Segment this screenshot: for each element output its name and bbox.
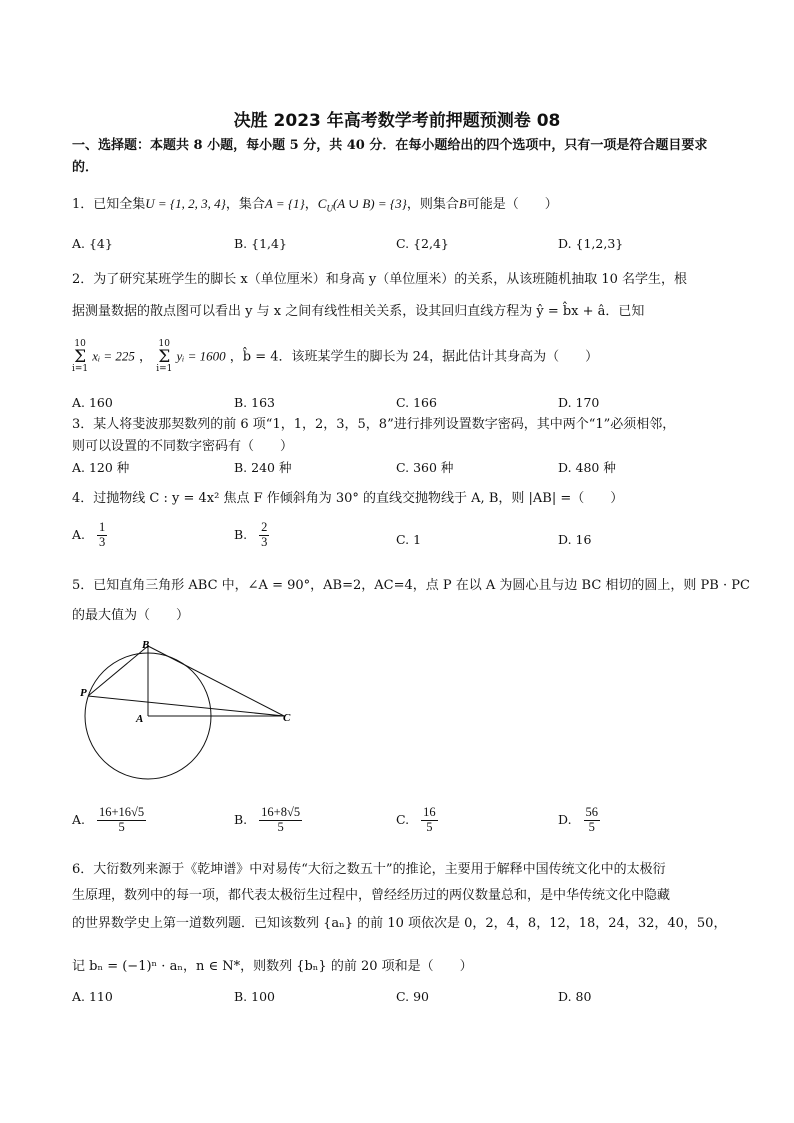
q1-set-u: U = {1, 2, 3, 4}: [145, 196, 226, 211]
q6-line-2: 生原理，数列中的每一项，都代表太极衍生过程中，曾经经历过的两仪数量总和，是中华传统文化中隐藏: [72, 888, 671, 903]
segment-bc: [148, 646, 284, 716]
sum-symbol: 10 Σ i=1: [156, 339, 173, 374]
q3-option-a[interactable]: A. 120 种: [72, 460, 130, 475]
sum-symbol: 10 Σ i=1: [72, 339, 89, 374]
q2-option-c[interactable]: C. 166: [396, 395, 437, 410]
q3-line-1: 3．某人将斐波那契数列的前 6 项“1，1，2，3，5，8”进行排列设置数字密码，其中两个“1”必须相邻，: [72, 417, 676, 432]
q6-option-d[interactable]: D. 80: [558, 989, 592, 1004]
triangle-circle-figure: [76, 636, 306, 786]
q6-option-b[interactable]: B. 100: [234, 989, 275, 1004]
q5-option-d[interactable]: D. $\frac{56}{5}$: [558, 805, 599, 834]
q1-mid1: ，集合: [225, 197, 265, 212]
q2-line-1: 2．为了研究某班学生的脚长 x（单位厘米）和身高 y（单位厘米）的关系，从该班随机抽取 10 名学生，根: [72, 272, 688, 287]
q1-set-a: A = {1}: [264, 196, 305, 211]
q5-line-1: 5．已知直角三角形 ABC 中，∠A = 90°，AB=2，AC=4，点 P 在以 A 为圆心且与边 BC 相切的圆上，则 PB · PC: [72, 578, 750, 593]
q5-option-c[interactable]: C. $\frac{16}{5}$: [396, 805, 436, 834]
q1-pre: 1．已知全集: [72, 197, 146, 212]
q2-line-3: 10 Σ i=1 xᵢ = 225 ， 10 Σ i=1 yᵢ = 1600 ，b̂ = 4．该班某学生的脚长为 24，据此估计其身高为（ ）: [72, 339, 599, 374]
q1-option-d[interactable]: D. {1,2,3}: [558, 236, 624, 251]
q4-option-d[interactable]: D. 16: [558, 532, 592, 547]
q1-set-b: B: [458, 196, 467, 211]
question-1: [72, 193, 558, 214]
q1-option-a[interactable]: A. {4}: [72, 236, 113, 251]
q5-option-b[interactable]: B. $\frac{16+8√5}{5}$: [234, 805, 301, 834]
q6-option-a[interactable]: A. 110: [72, 989, 113, 1004]
q3-option-b[interactable]: B. 240 种: [234, 460, 292, 475]
q2-sum-y: yᵢ = 1600: [176, 348, 226, 364]
segment-pb: [88, 646, 148, 696]
q4-option-b[interactable]: B. $\frac{2}{3}$: [234, 520, 268, 549]
q1-option-b[interactable]: B. {1,4}: [234, 236, 287, 251]
q5-option-a[interactable]: A. $\frac{16+16√5}{5}$: [72, 805, 145, 834]
q1-mid2: ，: [304, 197, 318, 212]
q5-line-2: 的最大值为（ ）: [72, 608, 190, 623]
q4-option-c[interactable]: C. 1: [396, 532, 422, 547]
q6-line-4: 记 bₙ = (−1)ⁿ · aₙ，n ∈ N*，则数列 {bₙ} 的前 20 项和是（ ）: [72, 959, 473, 974]
q3-option-d[interactable]: D. 480 种: [558, 460, 616, 475]
q6-line-1: 6．大衍数列来源于《乾坤谱》中对易传“大衍之数五十”的推论，主要用于解释中国传统文化中的太极衍: [72, 862, 666, 877]
q1-option-c[interactable]: C. {2,4}: [396, 236, 449, 251]
q3-option-c[interactable]: C. 360 种: [396, 460, 454, 475]
q1-complement: C: [317, 196, 327, 211]
page-title: 决胜 2023 年高考数学考前押题预测卷 08: [233, 111, 561, 131]
section-heading: 一、选择题：本题共 8 小题，每小题 5 分，共 40 分．在每小题给出的四个选项中，只有一项是符合题目要求的．: [72, 138, 708, 175]
q2-option-d[interactable]: D. 170: [558, 395, 600, 410]
q6-line-3: 的世界数学史上第一道数列题．已知该数列 {aₙ} 的前 10 项依次是 0，2，4，8，12，18，24，32，40，50，: [72, 916, 727, 931]
q1-tail: 可能是（ ）: [466, 197, 558, 212]
q4-option-a[interactable]: A. $\frac{1}{3}$: [72, 520, 106, 549]
q3-line-2: 则可以设置的不同数字密码有（ ）: [72, 439, 294, 454]
q2-given: ，b̂ = 4．该班某学生的脚长为 24，据此估计其身高为（ ）: [229, 349, 599, 365]
label-p: P: [80, 687, 87, 699]
q2-option-a[interactable]: A. 160: [72, 395, 113, 410]
q1-post: ，则集合: [406, 197, 459, 212]
q4-text: 4．过抛物线 C : y = 4x² 焦点 F 作倾斜角为 30° 的直线交抛物线于 A, B，则 |AB| =（ ）: [72, 491, 624, 506]
label-c: C: [283, 712, 291, 724]
q6-option-c[interactable]: C. 90: [396, 989, 429, 1004]
q1-complement-rest: (A ∪ B) = {3}: [332, 196, 407, 211]
label-a: A: [136, 713, 144, 725]
q2-option-b[interactable]: B. 163: [234, 395, 275, 410]
q2-line-2: 据测量数据的散点图可以看出 y 与 x 之间有线性相关关系，设其回归直线方程为 ŷ = b̂x + â．已知: [72, 304, 645, 319]
label-b: B: [142, 639, 150, 651]
q1-complement-sub: U: [326, 203, 333, 214]
q2-sum-x: xᵢ = 225: [92, 348, 135, 364]
segment-pc: [88, 696, 284, 716]
